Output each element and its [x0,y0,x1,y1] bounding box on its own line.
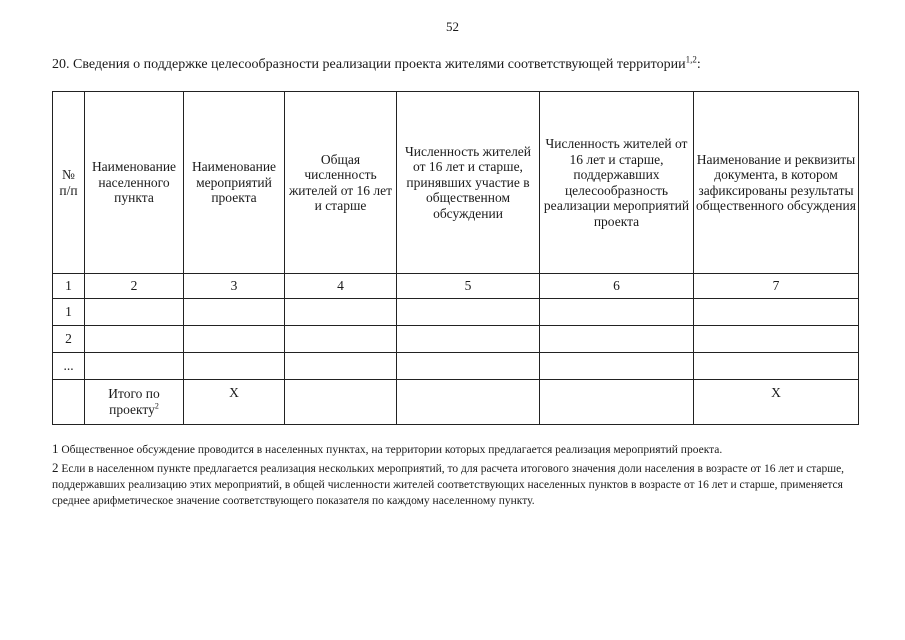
footnote-mark: 1 [52,441,59,456]
table-cell [694,326,859,353]
table-cell [694,353,859,380]
total-col3-mark: X [184,380,285,425]
table-cell [85,353,184,380]
table-cell [85,299,184,326]
table-cell [184,299,285,326]
table-cell [540,353,694,380]
column-number: 6 [540,274,694,299]
column-number-row [53,274,859,299]
table-row [53,299,859,326]
table-cell [285,353,397,380]
heading-suffix: : [696,57,701,72]
column-number: 1 [53,274,85,299]
column-number: 5 [397,274,540,299]
heading-footnote-ref: 1,2 [685,54,697,65]
table-header-row [53,92,859,274]
table-cell [397,299,540,326]
table-cell [285,380,397,425]
header-cell: № п/п [53,92,85,274]
footnotes [52,441,852,509]
column-number: 7 [694,274,859,299]
table-cell [285,299,397,326]
header-cell: Численность жителей от 16 лет и старше, принявших участие в общественном обсуждении [397,92,540,274]
table-cell [85,326,184,353]
row-number: ... [53,353,85,380]
header-cell: Общая численность жителей от 16 лет и старше [285,92,397,274]
footnote-mark: 2 [52,460,59,475]
row-number: 1 [53,299,85,326]
header-cell: Наименование и реквизиты документа, в котором зафиксированы результаты общественного обсуждения [694,92,859,274]
row-number: 2 [53,326,85,353]
table-cell [540,326,694,353]
total-footnote-ref: 2 [154,401,159,410]
support-table [52,91,859,425]
table-cell [397,353,540,380]
table-cell [397,326,540,353]
table-row [53,326,859,353]
footnote-text: Общественное обсуждение проводится в населенных пунктах, на территории которых предлагается реализация мероприятий проекта. [58,444,723,456]
table-cell [53,380,85,425]
table-cell [540,299,694,326]
total-label-text: Итого по проекту [108,386,160,417]
table-row [53,353,859,380]
total-col7-mark: X [694,380,859,425]
column-number: 4 [285,274,397,299]
table-cell [540,380,694,425]
column-number: 2 [85,274,184,299]
section-heading-text: 20. Сведения о поддержке целесообразности реализации проекта жителями соответствующей территории [52,57,686,72]
table-cell [184,353,285,380]
header-cell: Наименование населенного пункта [85,92,184,274]
table-cell [694,299,859,326]
header-cell: Численность жителей от 16 лет и старше, поддержавших целесообразность реализации мероприятий проекта [540,92,694,274]
total-label [85,380,184,425]
footnote-text: Если в населенном пункте предлагается реализация нескольких мероприятий, то для расчета итогового значения доли населения в возрасте от 16 лет и старше, поддержавших реализацию этих мероприятий, в общей численности жителей соответствующих населенных пунктов в возрасте от 16 лет и старше, применяется среднее арифметическое значение соответствующего показателя по каждому населенному пункту. [52,463,845,507]
header-cell: Наименование мероприятий проекта [184,92,285,274]
total-row [53,380,859,425]
footnote-2 [52,460,852,509]
table-cell [397,380,540,425]
table-cell [285,326,397,353]
footnote-1 [52,441,852,458]
section-heading [52,54,701,73]
page-number: 52 [446,19,459,34]
table-cell [184,326,285,353]
column-number: 3 [184,274,285,299]
